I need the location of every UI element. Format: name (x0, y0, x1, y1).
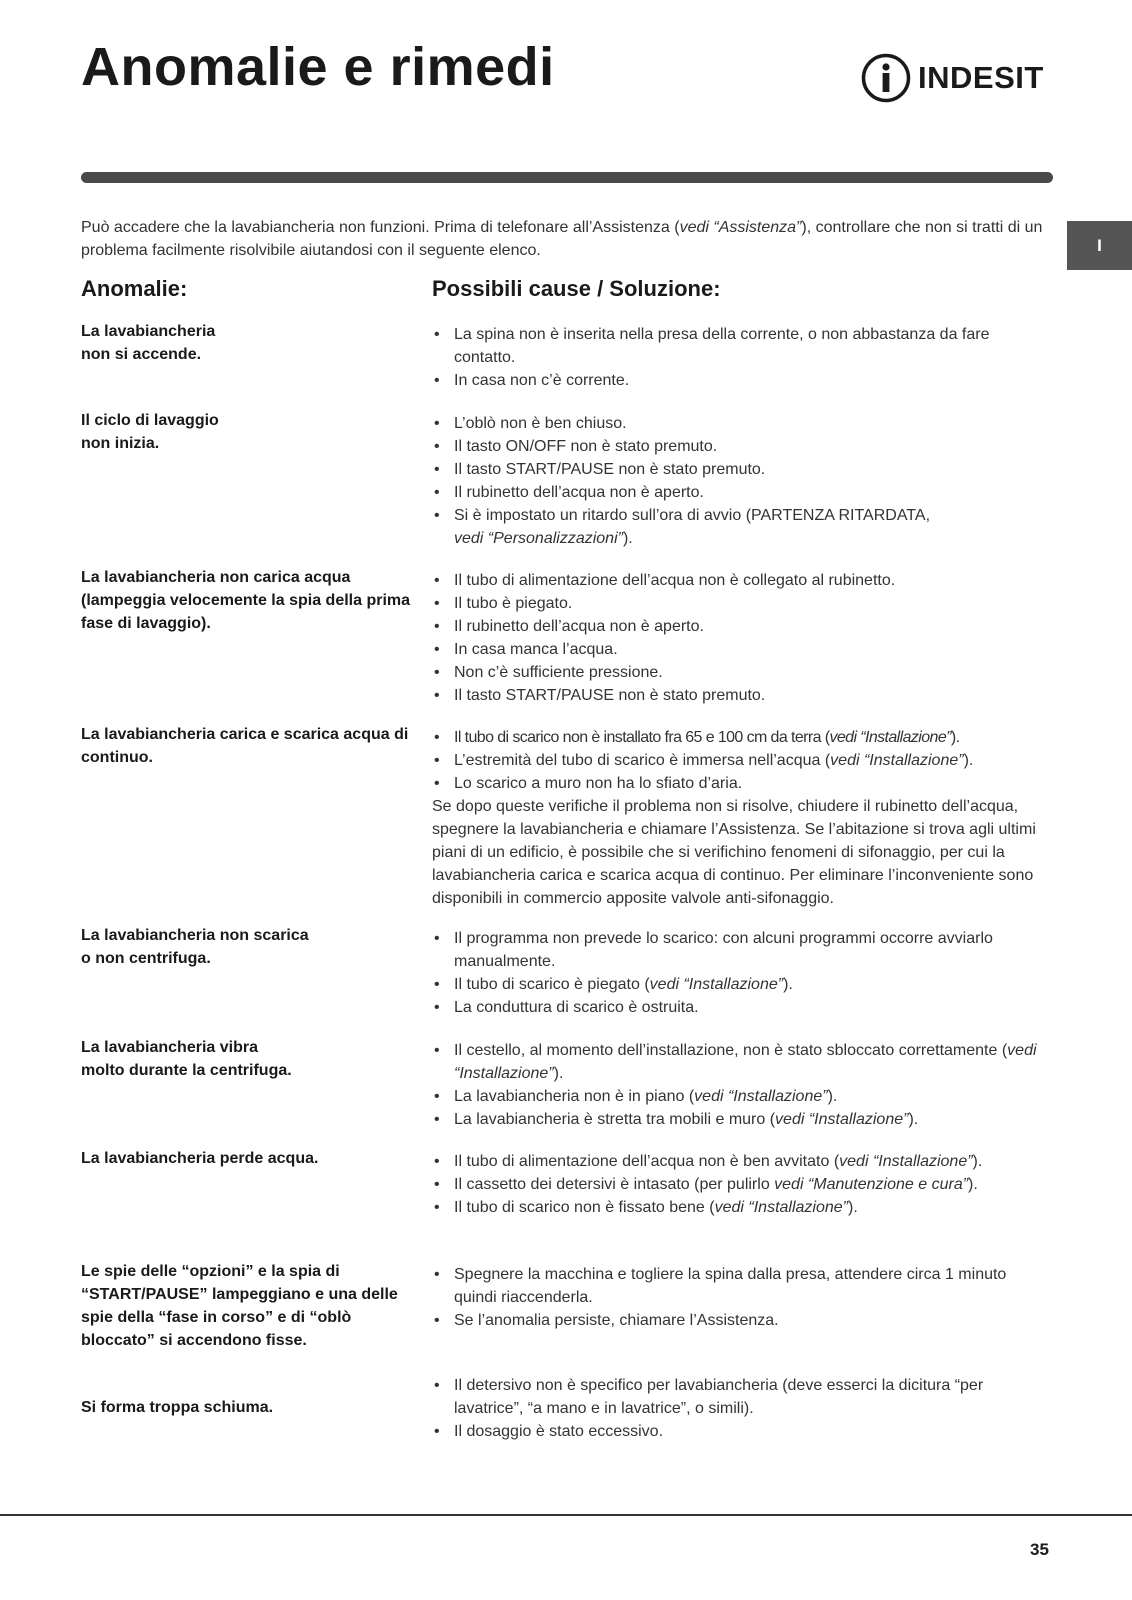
problem-text: La lavabiancheria vibra molto durante la centrifuga. (81, 1039, 292, 1079)
cause-note: Se dopo queste verifiche il problema non si risolve, chiudere il rubinetto dell’acqua, spegnere la lavabiancheria e chiamare l’Assistenza. Se l’abitazione si trova agli ultimi piani di un edificio, è possibile che si verifichino fenomeni di sifonaggio, per cui la lavabiancheria carica e scarica acqua di continuo. Per eliminare l’inconveniente sono disponibili in commercio apposite valvole anti-sifonaggio. (432, 798, 1036, 907)
cause-item: • L’oblò non è ben chiuso. (432, 412, 1052, 435)
cause-item: • In casa non c’è corrente. (432, 369, 1052, 392)
cause-item: • Spegnere la macchina e togliere la spina dalla presa, attendere circa 1 minuto quindi riaccenderla. (432, 1263, 1052, 1309)
problem-text: La lavabiancheria non scarica o non centrifuga. (81, 927, 309, 967)
cause-list (432, 1263, 1052, 1332)
cause-item: • La lavabiancheria non è in piano (vedi “Installazione”). (432, 1085, 1052, 1108)
cause-item: • Lo scarico a muro non ha lo sfiato d’aria. (432, 772, 1052, 795)
problem-text: La lavabiancheria non carica acqua (lampeggia velocemente la spia della prima fase di lavaggio). (81, 569, 411, 632)
cause-item: • Il cestello, al momento dell’installazione, non è stato sbloccato correttamente (vedi “Installazione”). (432, 1039, 1052, 1085)
footer-divider (0, 1514, 1132, 1516)
cause-item: • Non c’è sufficiente pressione. (432, 661, 1052, 684)
header-divider (81, 172, 1053, 183)
cause-item: • Il detersivo non è specifico per lavabiancheria (deve esserci la dicitura “per lavatrice”, “a mano e in lavatrice”, o simili). (432, 1374, 1052, 1420)
cause-item: • Il cassetto dei detersivi è intasato (per pulirlo vedi “Manutenzione e cura”). (432, 1173, 1052, 1196)
cause-item: • La spina non è inserita nella presa della corrente, o non abbastanza da fare contatto. (432, 323, 1052, 369)
cause-list (432, 927, 1052, 1019)
cause-item: • Il tubo di scarico non è installato fra 65 e 100 cm da terra (vedi “Installazione”). (432, 726, 1052, 749)
cause-item: • Si è impostato un ritardo sull’ora di avvio (PARTENZA RITARDATA, vedi “Personalizzazioni”). (432, 504, 1052, 550)
cause-note: • Se l’anomalia persiste, chiamare l’Assistenza. (432, 1309, 1052, 1332)
cause-item: • Il tubo di alimentazione dell’acqua non è collegato al rubinetto. (432, 569, 1052, 592)
problem-text: Il ciclo di lavaggio non inizia. (81, 412, 219, 452)
cause-list (432, 1374, 1052, 1443)
intro-text: Può accadere che la lavabiancheria non funzioni. Prima di telefonare all’Assistenza (vedi “Assistenza”), controllare che non si tratti di un problema facilmente risolvibile aiutandosi con il seguente elenco. (81, 219, 1043, 259)
brand-logo (860, 52, 1044, 104)
cause-item: • Il tubo è piegato. (432, 592, 1052, 615)
cause-item: • Il tubo di scarico non è fissato bene (vedi “Installazione”). (432, 1196, 1052, 1219)
cause-item: • L’estremità del tubo di scarico è immersa nell’acqua (vedi “Installazione”). (432, 749, 1052, 772)
brand-name: INDESIT (918, 60, 1044, 95)
causes-heading: Possibili cause / Soluzione: (432, 276, 721, 301)
problem-text: Si forma troppa schiuma. (81, 1399, 274, 1416)
cause-list (432, 1039, 1052, 1131)
cause-list (432, 323, 1052, 392)
language-tab: I (1067, 221, 1132, 270)
cause-item: • Il dosaggio è stato eccessivo. (432, 1420, 1052, 1443)
cause-item: • Il tasto START/PAUSE non è stato premuto. (432, 458, 1052, 481)
cause-item: • Il rubinetto dell’acqua non è aperto. (432, 481, 1052, 504)
problem-text: Le spie delle “opzioni” e la spia di “START/PAUSE” lampeggiano e una delle spie della “fase in corso” e di “oblò bloccato” si accendono fisse. (81, 1263, 398, 1349)
problem-text: La lavabiancheria carica e scarica acqua di continuo. (81, 726, 409, 766)
cause-item: • La conduttura di scarico è ostruita. (432, 996, 1052, 1019)
anomalies-heading: Anomalie: (81, 276, 188, 301)
cause-list (432, 1150, 1052, 1219)
cause-item: • Il tasto ON/OFF non è stato premuto. (432, 435, 1052, 458)
indesit-logo-icon (860, 52, 912, 104)
page-title: Anomalie e rimedi (81, 37, 555, 97)
cause-item: • Il tubo di scarico è piegato (vedi “Installazione”). (432, 973, 1052, 996)
cause-item: • La lavabiancheria è stretta tra mobili e muro (vedi “Installazione”). (432, 1108, 1052, 1131)
cause-item: • Il rubinetto dell’acqua non è aperto. (432, 615, 1052, 638)
page-number: 35 (1030, 1540, 1049, 1559)
cause-list (432, 412, 1052, 550)
problem-text: La lavabiancheria non si accende. (81, 323, 216, 363)
cause-item: • Il programma non prevede lo scarico: con alcuni programmi occorre avviarlo manualmente. (432, 927, 1052, 973)
cause-list (432, 726, 1052, 795)
problem-text: La lavabiancheria perde acqua. (81, 1150, 319, 1167)
cause-list (432, 569, 1052, 707)
cause-item: • In casa manca l’acqua. (432, 638, 1052, 661)
cause-item: • Il tubo di alimentazione dell’acqua non è ben avvitato (vedi “Installazione”). (432, 1150, 1052, 1173)
cause-item: • Il tasto START/PAUSE non è stato premuto. (432, 684, 1052, 707)
